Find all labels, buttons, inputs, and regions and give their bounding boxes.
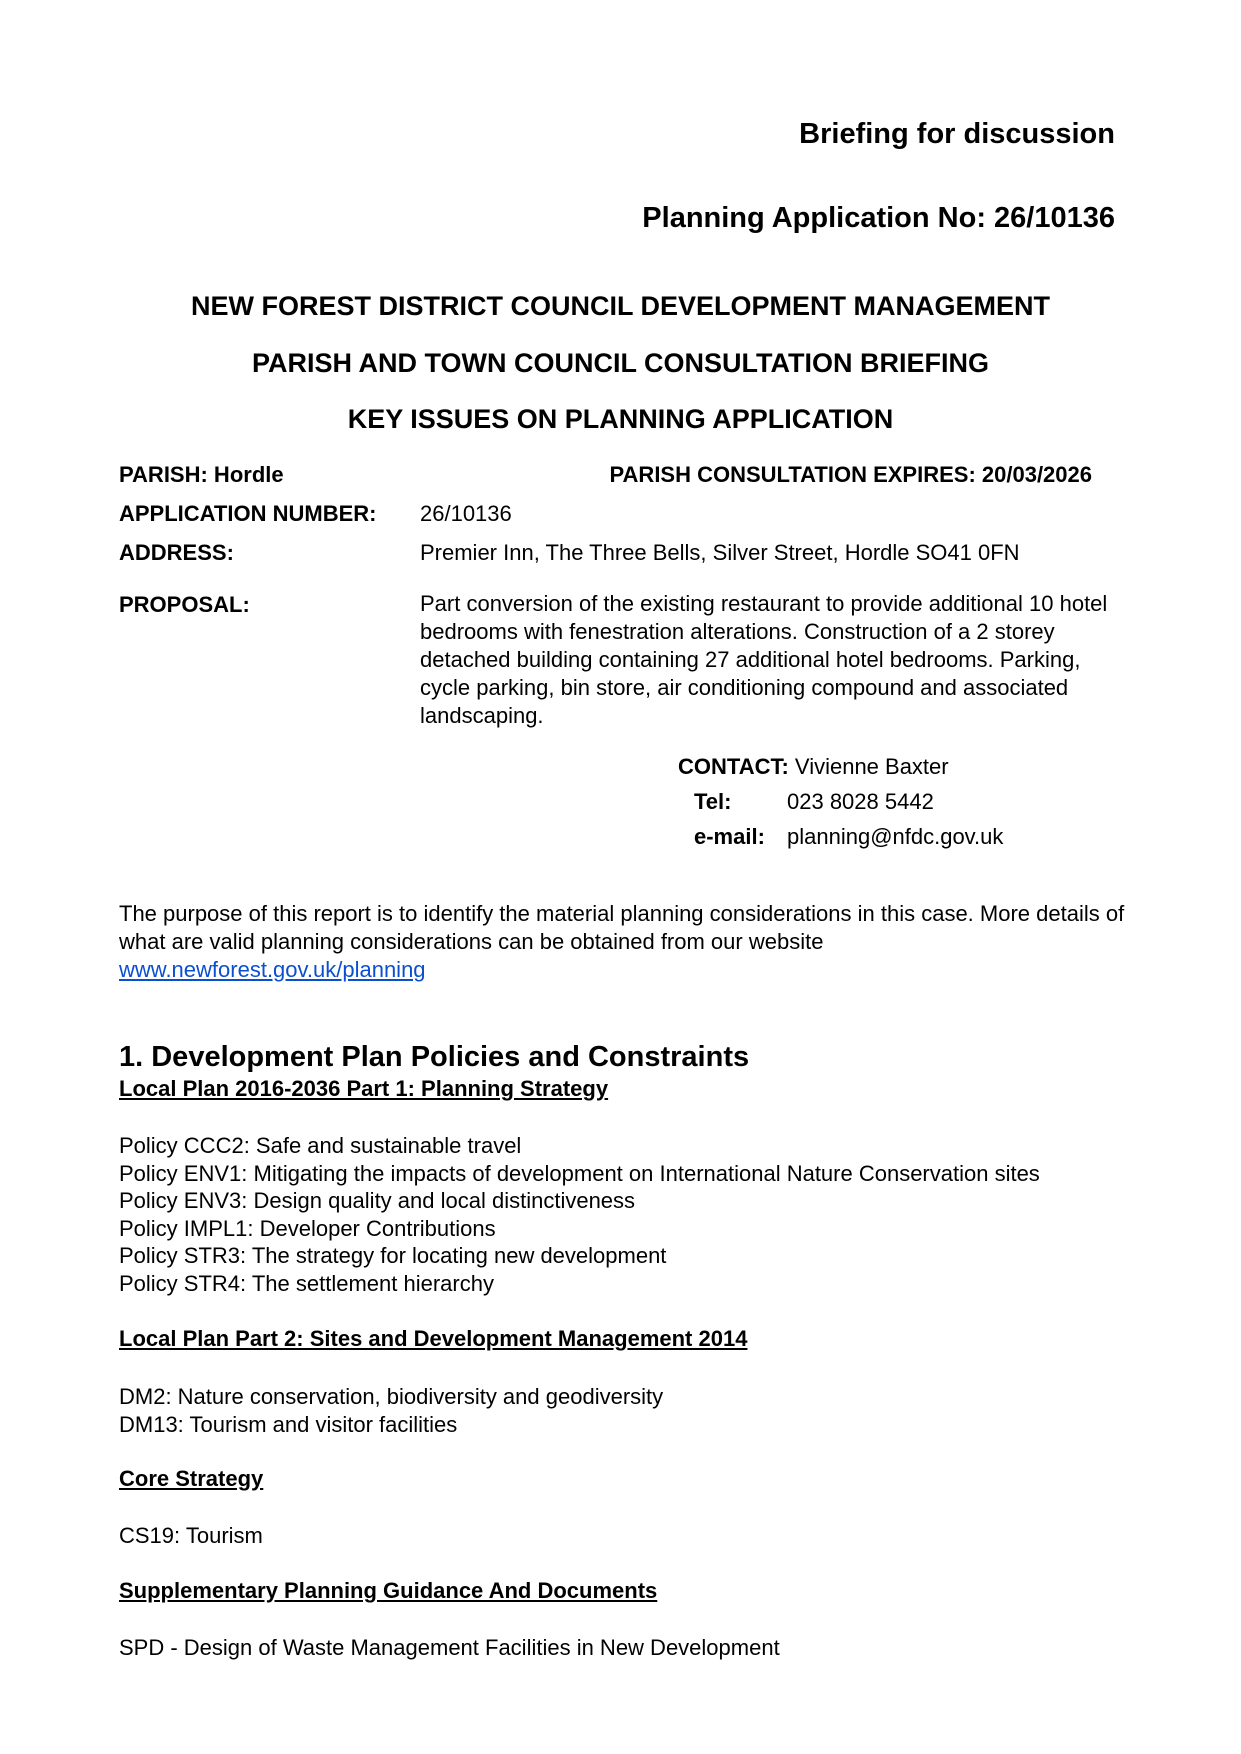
spg-list	[119, 1634, 780, 1662]
core-strategy-title: Core Strategy	[119, 1466, 264, 1491]
briefing-label: Briefing for discussion	[799, 118, 1115, 150]
tel-label: Tel:	[694, 789, 732, 814]
spg-title: Supplementary Planning Guidance And Documents	[119, 1578, 658, 1603]
address-label: ADDRESS:	[119, 540, 234, 565]
local-plan-part1-title: Local Plan 2016-2036 Part 1: Planning Strategy	[119, 1076, 609, 1101]
consultation-expires: PARISH CONSULTATION EXPIRES: 20/03/2026	[609, 462, 1092, 487]
title-line-3: KEY ISSUES ON PLANNING APPLICATION	[347, 404, 894, 434]
section-1-heading: 1. Development Plan Policies and Constraints	[119, 1041, 750, 1073]
list-item: SPD - Design of Waste Management Facilities in New Development	[119, 1635, 780, 1660]
website-link[interactable]: www.newforest.gov.uk/planning	[119, 957, 426, 982]
contact-line	[678, 754, 949, 780]
parish: PARISH: Hordle	[119, 462, 284, 487]
proposal-text: Part conversion of the existing restaurant to provide additional 10 hotel bedrooms with fenestration alterations. Construction of a 2 storey detached building containing 27 additional hotel bedrooms. Parking, cycle parking, bin store, air conditioning compound and associated landscaping.	[420, 591, 1108, 728]
list-item: Policy STR3: The strategy for locating new development	[119, 1243, 667, 1268]
local-plan-part2-title: Local Plan Part 2: Sites and Development Management 2014	[119, 1326, 748, 1351]
list-item: DM13: Tourism and visitor facilities	[119, 1411, 458, 1437]
tel-value: 023 8028 5442	[787, 789, 934, 814]
core-strategy-list	[119, 1522, 263, 1550]
local-plan-part1-list	[119, 1132, 1040, 1297]
local-plan-part2-list	[119, 1383, 663, 1438]
email-value: planning@nfdc.gov.uk	[787, 824, 1004, 849]
email-label: e-mail:	[694, 824, 765, 849]
list-item: Policy ENV1: Mitigating the impacts of development on International Nature Conservation sites	[119, 1160, 1040, 1186]
purpose-text: The purpose of this report is to identify the material planning considerations in this case. More details of what are valid planning considerations can be obtained from our website	[119, 901, 1125, 954]
application-number-heading: Planning Application No: 26/10136	[642, 202, 1115, 234]
contact-label: CONTACT:	[678, 754, 789, 779]
list-item: Policy ENV3: Design quality and local distinctiveness	[119, 1188, 636, 1213]
list-item: Policy IMPL1: Developer Contributions	[119, 1215, 496, 1241]
purpose-paragraph	[119, 900, 1129, 984]
application-number-value: 26/10136	[420, 501, 512, 526]
list-item: DM2: Nature conservation, biodiversity and geodiversity	[119, 1384, 664, 1409]
title-line-1: NEW FOREST DISTRICT COUNCIL DEVELOPMENT MANAGEMENT	[190, 291, 1050, 321]
application-number-label: APPLICATION NUMBER:	[119, 501, 377, 526]
list-item: Policy STR4: The settlement hierarchy	[119, 1270, 494, 1296]
list-item: CS19: Tourism	[119, 1523, 263, 1548]
contact-name: Vivienne Baxter	[794, 754, 949, 779]
proposal-label: PROPOSAL:	[119, 592, 250, 617]
title-line-2: PARISH AND TOWN COUNCIL CONSULTATION BRIEFING	[252, 348, 989, 378]
address-value: Premier Inn, The Three Bells, Silver Street, Hordle SO41 0FN	[420, 540, 1020, 565]
list-item: Policy CCC2: Safe and sustainable travel	[119, 1133, 522, 1158]
